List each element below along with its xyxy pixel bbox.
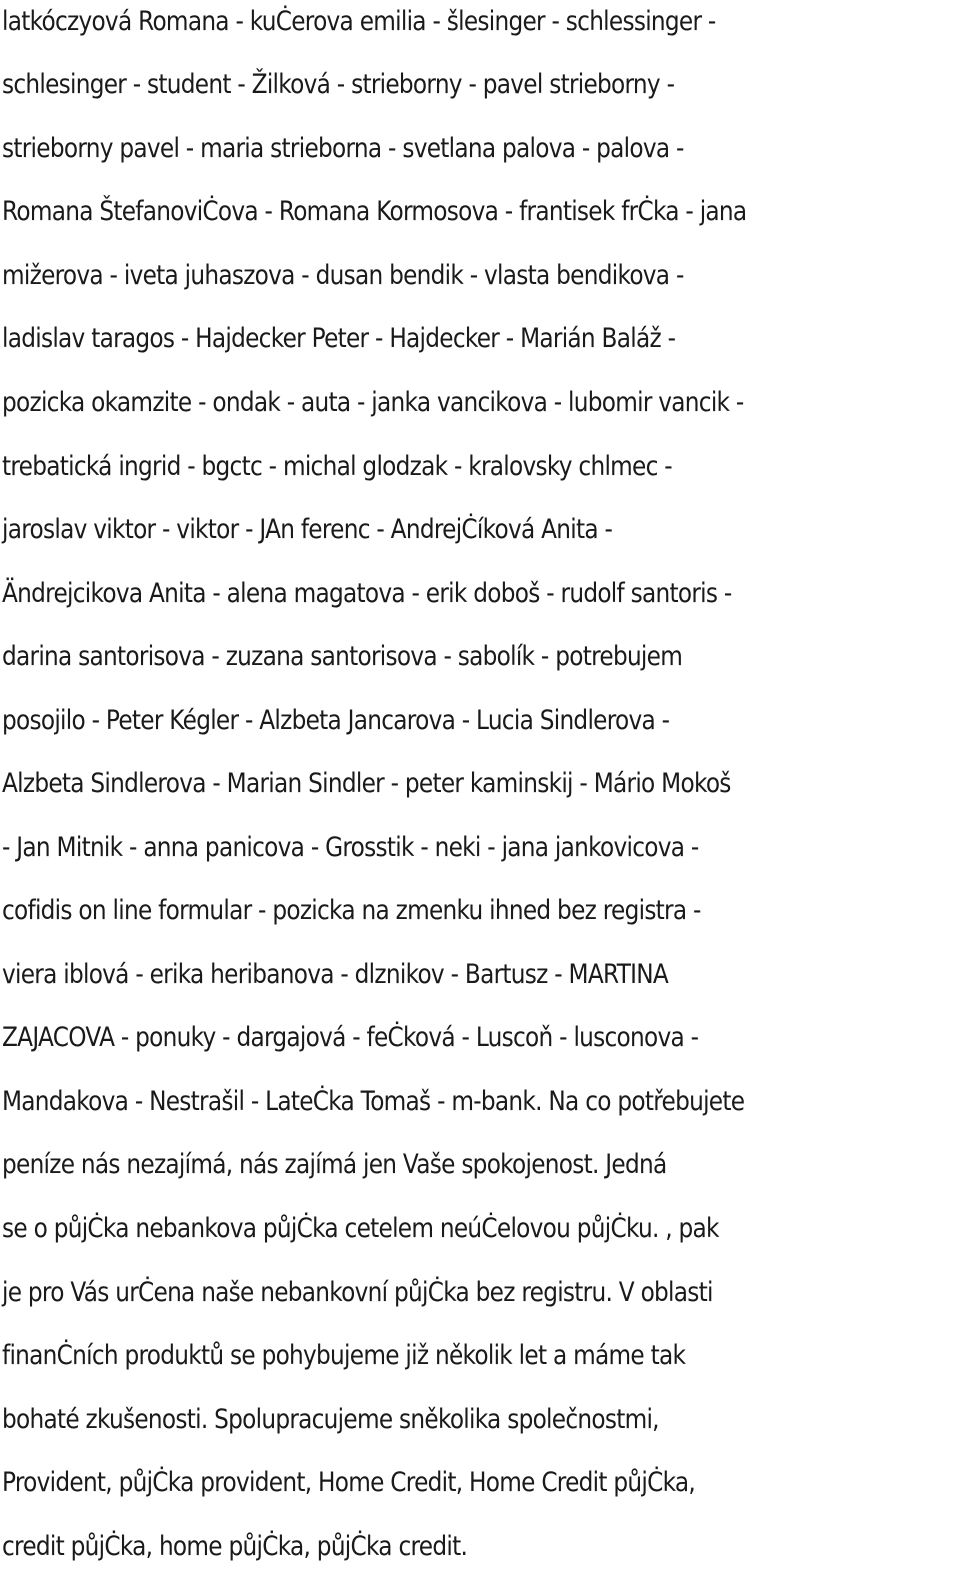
text-line: Mandakova - Nestrašil - LateĊka Tomaš - m-bank. Na co potřebujete bbox=[2, 1086, 745, 1117]
text-line: Ändrejcikova Anita - alena magatova - erik doboš - rudolf santoris - bbox=[2, 578, 732, 609]
text-line: Provident, půjĊka provident, Home Credit, Home Credit půjĊka, bbox=[2, 1467, 696, 1498]
text-line: mižerova - iveta juhaszova - dusan bendik - vlasta bendikova - bbox=[2, 260, 684, 291]
text-line: peníze nás nezajímá, nás zajímá jen Vaše spokojenost. Jedná bbox=[2, 1149, 667, 1180]
text-line: pozicka okamzite - ondak - auta - janka vancikova - lubomir vancik - bbox=[2, 387, 744, 418]
text-line: viera iblová - erika heribanova - dlznikov - Bartusz - MARTINA bbox=[2, 959, 669, 990]
text-line: finanĊních produktů se pohybujeme již několik let a máme tak bbox=[2, 1340, 686, 1371]
text-line: - Jan Mitnik - anna panicova - Grosstik - neki - jana jankovicova - bbox=[2, 832, 699, 863]
text-line: Alzbeta Sindlerova - Marian Sindler - peter kaminskij - Mário Mokoš bbox=[2, 768, 731, 799]
text-line: latkóczyová Romana - kuĊerova emilia - šlesinger - schlessinger - bbox=[2, 6, 716, 37]
text-line: jaroslav viktor - viktor - JAn ferenc - AndrejĊíková Anita - bbox=[2, 514, 613, 545]
text-line: posojilo - Peter Kégler - Alzbeta Jancarova - Lucia Sindlerova - bbox=[2, 705, 670, 736]
text-line: Romana ŠtefanoviĊova - Romana Kormosova - frantisek frĊka - jana bbox=[2, 196, 747, 227]
text-line: se o půjĊka nebankova půjĊka cetelem neúĊelovou půjĊku. , pak bbox=[2, 1213, 719, 1244]
text-line: credit půjĊka, home půjĊka, půjĊka credit. bbox=[2, 1531, 468, 1562]
text-line: schlesinger - student - Žilková - strieborny - pavel strieborny - bbox=[2, 69, 675, 100]
text-line: ZAJACOVA - ponuky - dargajová - feĊková - Luscoň - lusconova - bbox=[2, 1022, 699, 1053]
text-line: cofidis on line formular - pozicka na zmenku ihned bez registra - bbox=[2, 895, 701, 926]
text-line: trebatická ingrid - bgctc - michal glodzak - kralovsky chlmec - bbox=[2, 451, 672, 482]
document-page bbox=[2, 0, 960, 1574]
text-line: je pro Vás urĊena naše nebankovní půjĊka bez registru. V oblasti bbox=[2, 1277, 713, 1308]
text-line: darina santorisova - zuzana santorisova - sabolík - potrebujem bbox=[2, 641, 683, 672]
text-line: bohaté zkušenosti. Spolupracujeme sněkolika společnostmi, bbox=[2, 1404, 659, 1435]
text-line: strieborny pavel - maria strieborna - svetlana palova - palova - bbox=[2, 133, 684, 164]
text-line: ladislav taragos - Hajdecker Peter - Hajdecker - Marián Baláž - bbox=[2, 323, 676, 354]
